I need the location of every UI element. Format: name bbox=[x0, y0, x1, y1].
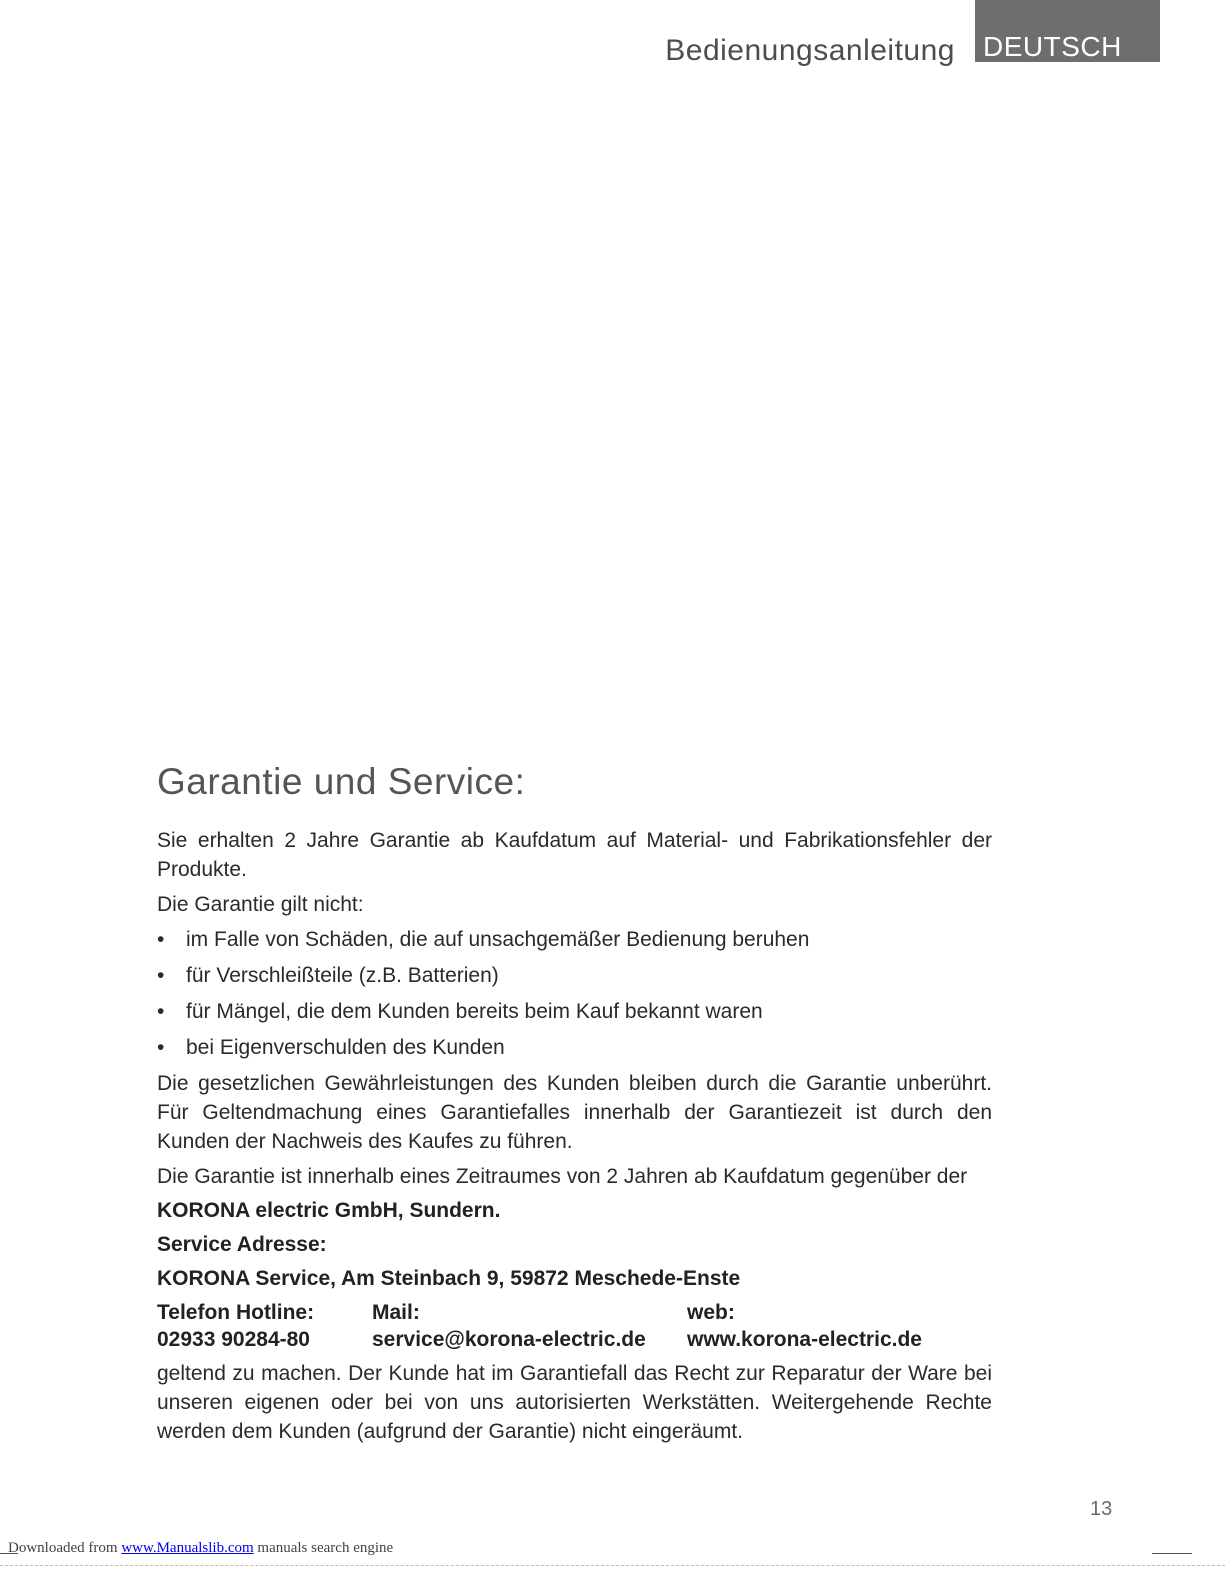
section-title: Garantie und Service: bbox=[157, 761, 526, 802]
not-valid-heading: Die Garantie gilt nicht: bbox=[157, 893, 364, 916]
web-label: web: bbox=[687, 1301, 735, 1324]
list-item-text: für Verschleißteile (z.B. Batterien) bbox=[186, 964, 499, 987]
service-address: KORONA Service, Am Steinbach 9, 59872 Meschede-Enste bbox=[157, 1267, 741, 1290]
manualslib-link[interactable]: www.Manualslib.com bbox=[121, 1540, 254, 1556]
phone-label: Telefon Hotline: bbox=[157, 1301, 315, 1324]
warranty-intro: Sie erhalten 2 Jahre Garantie ab Kaufdatum auf Material- und Fabrikationsfehler der Produkte. bbox=[157, 829, 992, 881]
exclusion-list bbox=[157, 925, 992, 1062]
footer-suffix: manuals search engine bbox=[253, 1540, 394, 1556]
warranty-section bbox=[157, 760, 992, 1452]
download-footer bbox=[8, 1540, 393, 1557]
footer-rule-right bbox=[1152, 1553, 1192, 1554]
header-title: Bedienungsanleitung bbox=[665, 34, 955, 67]
web-column bbox=[687, 1299, 977, 1353]
list-item-text: für Mängel, die dem Kunden bereits beim Kauf bekannt waren bbox=[186, 1000, 763, 1023]
list-item bbox=[157, 961, 992, 990]
list-item bbox=[157, 1033, 992, 1062]
bullet-icon: • bbox=[157, 1036, 165, 1059]
language-tab bbox=[975, 0, 1160, 62]
web-address: www.korona-electric.de bbox=[687, 1328, 922, 1351]
list-item bbox=[157, 925, 992, 954]
service-heading: Service Adresse: bbox=[157, 1233, 327, 1256]
footer-dashed-rule bbox=[0, 1565, 1225, 1566]
language-tab-label: DEUTSCH bbox=[983, 31, 1122, 62]
company-name: KORONA electric GmbH, Sundern. bbox=[157, 1199, 501, 1222]
footer-prefix: Downloaded from bbox=[8, 1540, 118, 1556]
phone-number: 02933 90284-80 bbox=[157, 1328, 310, 1351]
statutory-rights: Die gesetzlichen Gewährleistungen des Kunden bleiben durch die Garantie unberührt. Für Geltendmachung eines Garantiefalles innerhalb der Garantiezeit ist durch den Kunden der Nachweis des Kaufes zu führen. bbox=[157, 1072, 992, 1153]
bullet-icon: • bbox=[157, 1000, 165, 1023]
phone-column bbox=[157, 1299, 372, 1353]
mail-column bbox=[372, 1299, 687, 1353]
bullet-icon: • bbox=[157, 964, 165, 987]
warranty-period: Die Garantie ist innerhalb eines Zeitraumes von 2 Jahren ab Kaufdatum gegenüber der bbox=[157, 1165, 968, 1188]
page-number: 13 bbox=[1090, 1498, 1113, 1520]
contact-info bbox=[157, 1299, 992, 1353]
closing-text: geltend zu machen. Der Kunde hat im Garantiefall das Recht zur Reparatur der Ware bei unseren eigenen oder bei von uns autorisierten Werkstätten. Weitergehende Rechte werden dem Kunden (aufgrund der Garantie) nicht eingeräumt. bbox=[157, 1362, 992, 1443]
list-item-text: bei Eigenverschulden des Kunden bbox=[186, 1036, 505, 1059]
bullet-icon: • bbox=[157, 928, 165, 951]
list-item-text: im Falle von Schäden, die auf unsachgemäßer Bedienung beruhen bbox=[186, 928, 810, 951]
mail-address: service@korona-electric.de bbox=[372, 1328, 646, 1351]
mail-label: Mail: bbox=[372, 1301, 420, 1324]
list-item bbox=[157, 997, 992, 1026]
